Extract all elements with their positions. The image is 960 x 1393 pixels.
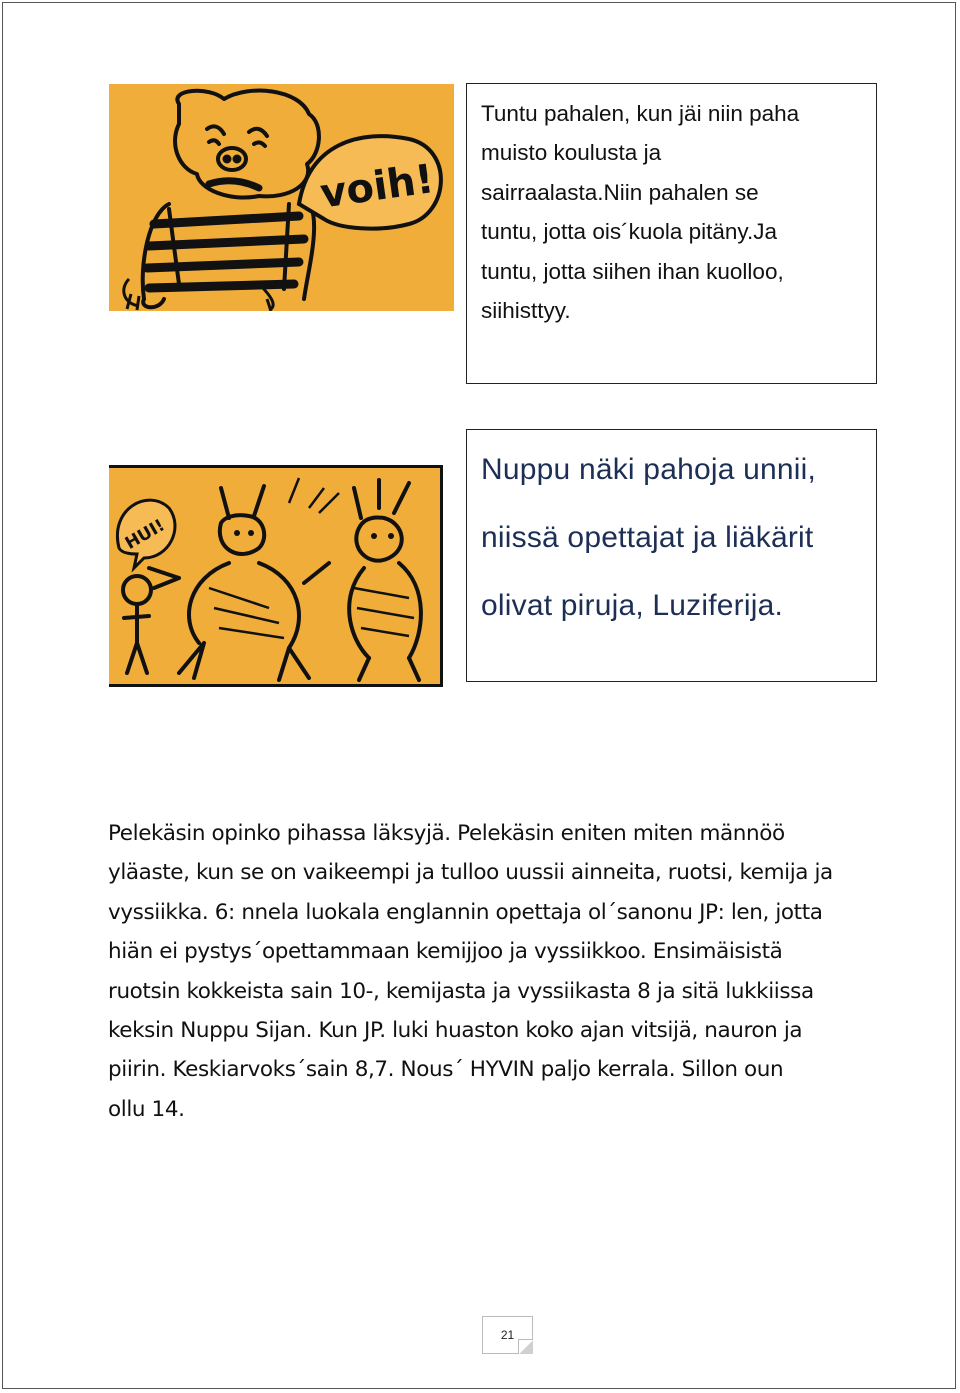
speech-bubble-text: voih! bbox=[317, 156, 437, 218]
body-line: vyssiikka. 6: nnela luokala englannin opettaja ol´sanonu JP: len, jotta bbox=[108, 899, 823, 925]
body-line: piirin. Keskiarvoks´sain 8,7. Nous´ HYVIN paljo kerrala. Sillon oun bbox=[108, 1057, 784, 1083]
body-line: ruotsin kokkeista sain 10-, kemijasta ja vyssiikasta 8 ja sitä lukkiissa bbox=[108, 978, 814, 1004]
comic-panel-voih bbox=[109, 84, 454, 311]
caption-line: Tuntu pahalen, kun jäi niin paha bbox=[481, 101, 800, 126]
page-curl-icon bbox=[518, 1339, 533, 1354]
caption-line: tuntu, jotta siihen ihan kuolloo, bbox=[481, 258, 784, 284]
body-line: Pelekäsin opinko pihassa läksyjä. Pelekäsin eniten miten männöö bbox=[108, 821, 785, 846]
caption-box-nightmare bbox=[466, 429, 877, 682]
caption-line: olivat piruja, Luziferija. bbox=[481, 589, 784, 622]
caption-line: siihisttyy. bbox=[481, 298, 571, 324]
body-line: hiän ei pystys´opettammaan kemijjoo ja vyssiikkoo. Ensimäisistä bbox=[108, 939, 783, 965]
pig-character-illustration bbox=[109, 84, 454, 311]
body-paragraph bbox=[108, 814, 908, 1129]
caption-line: tuntu, jotta ois´kuola pitäny.Ja bbox=[481, 219, 778, 245]
caption-line: Nuppu näki pahoja unnii, bbox=[481, 453, 817, 486]
comic-panel-devils bbox=[109, 465, 443, 687]
devils-illustration bbox=[109, 468, 440, 684]
caption-line: niissä opettajat ja liäkärit bbox=[481, 521, 814, 554]
page-number-text: 21 bbox=[500, 1328, 515, 1342]
caption-line: sairraalasta.Niin pahalen se bbox=[481, 179, 759, 205]
caption-box-memory bbox=[466, 83, 877, 384]
body-line: yläaste, kun se on vaikeempi ja tulloo uussii ainneita, ruotsi, kemija ja bbox=[108, 860, 833, 886]
page-number bbox=[482, 1316, 533, 1354]
body-line: ollu 14. bbox=[108, 1096, 185, 1122]
body-line: keksin Nuppu Sijan. Kun JP. luki huaston koko ajan vitsijä, nauron ja bbox=[108, 1018, 803, 1044]
speech-bubble-text: HUI! bbox=[121, 515, 169, 554]
caption-line: muisto koulusta ja bbox=[481, 140, 662, 166]
